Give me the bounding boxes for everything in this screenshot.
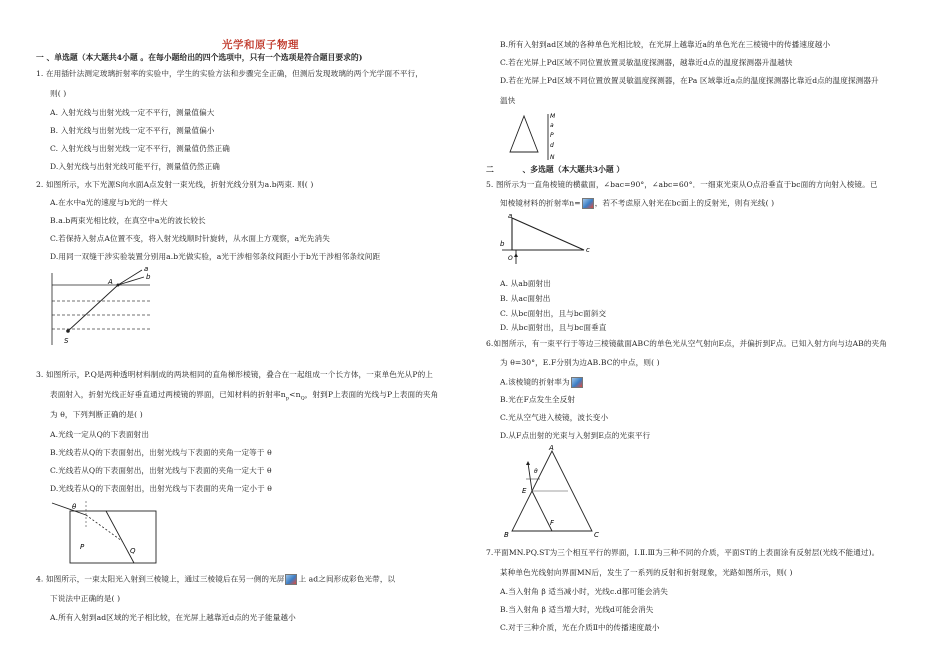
q4-stem-line1-a: 4. 如图所示，一束太阳光入射到三棱镜上，通过三棱镜后在另一侧的光屏 xyxy=(36,574,285,584)
q3-stem-line2 xyxy=(50,390,438,404)
label-a: a xyxy=(550,122,554,129)
q5-option-c: C. 从bc面射出，且与bc面斜交 xyxy=(500,309,607,318)
q3-stem-line3: 为 θ，下列判断正确的是( ) xyxy=(50,410,143,419)
q4-option-a: A.所有入射到ad区域的光子相比较，在光屏上越靠近d点的光子能量越小 xyxy=(50,613,296,622)
q3-stem-line2-a: 表面射入，折射光线正好垂直通过两棱镜的界面，已知材料的折射率n xyxy=(50,390,286,399)
q6-stem-line2: 为 θ=30°，E.F分别为边AB.BC的中点，则( ) xyxy=(500,358,660,367)
ray-b xyxy=(118,277,144,285)
label-a: a xyxy=(144,265,149,273)
q3-sub-p: p xyxy=(285,395,290,402)
section-1-label: 、单选题（本大题共4小题 。在每小题给出的四个选项中，只有一个选项是符合题目要求的) xyxy=(46,53,363,62)
q4-figure xyxy=(502,110,572,162)
q3-sub-q: Q xyxy=(300,395,305,402)
q5-option-b: B. 从ac面射出 xyxy=(500,294,551,303)
q3-stem-line2-e: ，射到P上表面的光线与P上表面的夹角 xyxy=(304,390,439,399)
image-icon xyxy=(582,198,594,209)
point-a xyxy=(117,284,120,287)
q5-stem-line2 xyxy=(500,198,774,209)
q4-option-d-line1: D.若在光屏上Pd区域不同位置放置灵敏温度探测器，在Pa 区域靠近a点的温度探测器比靠近d点的温度探测器升 xyxy=(500,76,879,85)
refracted-ray xyxy=(86,515,122,541)
q4-option-d-line2: 温快 xyxy=(500,96,516,105)
label-a: a xyxy=(508,212,513,220)
refracted-ray xyxy=(532,491,552,531)
q7-stem-line1: 7.平面MN.PQ.ST为三个相互平行的界面，Ⅰ.Ⅱ.Ⅲ为三种不同的介质，平面ST的上表面涂有反射层(光线不能通过)。 xyxy=(486,548,880,557)
q5-stem-line1: 5. 图所示为一直角棱镜的横截面，∠bac=90°，∠abc=60°．一细束光束从O点沿垂直于bc面的方向射入棱镜。已 xyxy=(486,180,878,189)
section-2-number: 二 xyxy=(486,165,494,174)
q6-option-a xyxy=(500,377,584,388)
label-N: N xyxy=(550,154,555,161)
incident-ray xyxy=(52,503,86,515)
label-theta: θ xyxy=(72,503,77,511)
label-O: O xyxy=(508,255,513,262)
section-1-number: 一 xyxy=(36,53,44,62)
q3-option-a: A.光线一定从Q的下表面射出 xyxy=(50,430,150,439)
q2-option-b: B.a.b两束光相比较，在真空中a光的波长较长 xyxy=(50,216,206,225)
arrow xyxy=(514,253,518,257)
image-icon xyxy=(571,377,583,388)
prism-interface xyxy=(106,511,134,563)
incident-ray xyxy=(528,463,532,491)
label-b: b xyxy=(146,273,151,281)
label-M: M xyxy=(550,113,556,120)
q5-stem-line2-b: ，若不考虑原入射光在bc面上的反射光，则有光线( ) xyxy=(594,198,775,208)
prism xyxy=(510,116,538,152)
section-2-label: 、多选题（本大题共3小题 ） xyxy=(522,165,625,174)
q3-figure xyxy=(50,497,160,567)
label-d: d xyxy=(550,142,554,149)
section-1-heading xyxy=(36,52,362,63)
label-A: A xyxy=(108,278,113,286)
q6-option-a-text: A.该棱镜的折射率为 xyxy=(500,377,570,387)
label-C: C xyxy=(594,531,599,539)
label-theta: θ xyxy=(534,468,538,475)
q1-option-a: A. 入射光线与出射光线一定不平行，测量值偏大 xyxy=(50,108,215,117)
q2-stem: 2. 如图所示，水下光源S向水面A点发射一束光线，折射光线分别为a.b两束. 则( ) xyxy=(36,180,314,189)
q6-option-d: D.从F点出射的光束与入射到E点的光束平行 xyxy=(500,431,651,440)
q2-figure xyxy=(50,263,160,348)
label-P: P xyxy=(550,132,554,139)
label-S: S xyxy=(64,337,69,345)
q6-option-c: C.光从空气进入棱镜，波长变小 xyxy=(500,413,609,422)
incident-ray xyxy=(68,285,118,331)
q6-stem-line1: 6.如图所示，有一束平行于等边三棱镜截面ABC的单色光从空气射向E点，并偏折到F点。已知入射方向与边AB的夹角 xyxy=(486,339,887,348)
arrow xyxy=(526,461,530,465)
q7-option-a: A.当入射角 β 适当减小时，光线c.d都可能会消失 xyxy=(500,587,668,596)
q2-option-d: D.用同一双缝干涉实验装置分别用a.b光做实验，a光干涉相邻条纹间距小于b光干涉相邻条纹间距 xyxy=(50,252,381,261)
label-F: F xyxy=(550,519,555,527)
q4-option-b: B.所有入射到ad区域的各种单色光相比较，在光屏上越靠近a的单色光在三棱镜中的传播速度越小 xyxy=(500,40,831,49)
q3-stem-line2-c: <n xyxy=(289,390,301,399)
label-c: c xyxy=(586,246,590,254)
label-E: E xyxy=(522,487,527,495)
prism-box xyxy=(70,511,156,563)
q4-stem-line2: 下说法中正确的是( ) xyxy=(50,594,121,603)
image-icon xyxy=(285,574,297,585)
q1-stem-line2: 则( ) xyxy=(50,89,67,98)
q6-option-b: B.光在F点发生全反射 xyxy=(500,395,576,404)
q2-option-c: C.若保持入射点A位置不变，将入射光线顺时针旋转，从水面上方观察，a光先消失 xyxy=(50,234,330,243)
q5-option-a: A. 从ab面射出 xyxy=(500,279,551,288)
q4-stem-line1-b: 上 ad之间形成彩色光带，以 xyxy=(298,574,396,584)
label-A: A xyxy=(549,444,554,452)
label-B: B xyxy=(504,531,509,539)
label-P: P xyxy=(80,543,85,551)
right-prism xyxy=(512,218,584,250)
q5-option-d: D. 从bc面射出，且与bc面垂直 xyxy=(500,323,607,332)
q4-option-c: C.若在光屏上Pd区域不同位置放置灵敏温度探测器，越靠近d点的温度探测器升温越快 xyxy=(500,58,793,67)
section-2-heading xyxy=(486,164,624,175)
right-column xyxy=(480,0,950,672)
q5-stem-line2-a: 知棱镜材料的折射率n= xyxy=(500,198,581,208)
light-source-s xyxy=(66,329,70,333)
q1-option-b: B. 入射光线与出射光线一定不平行，测量值偏小 xyxy=(50,126,215,135)
q3-option-b: B.光线若从Q的下表面射出，出射光线与下表面的夹角一定等于 θ xyxy=(50,448,272,457)
q1-stem-line1: 1. 在用插针法测定玻璃折射率的实验中，学生的实验方法和步骤完全正确，但测后发现玻璃的两个光学面不平行， xyxy=(36,69,423,78)
label-Q: Q xyxy=(130,547,136,555)
q7-option-b: B.当入射角 β 适当增大时，光线d可能会消失 xyxy=(500,605,654,614)
q3-stem-line1: 3. 如图所示，P.Q是两种透明材料制成的两块相同的直角梯形棱镜，叠合在一起组成一个长方体，一束单色光从P的上 xyxy=(36,370,433,379)
label-b: b xyxy=(500,240,505,248)
q4-stem-line1 xyxy=(36,574,395,585)
q1-option-c: C. 入射光线与出射光线一定不平行，测量值仍然正确 xyxy=(50,144,230,153)
q7-option-c: C.对于三种介质，光在介质Ⅱ中的传播速度最小 xyxy=(500,623,660,632)
q2-option-a: A.在水中a光的速度与b光的一样大 xyxy=(50,198,168,207)
q1-option-d: D.入射光线与出射光线可能平行，测量值仍然正确 xyxy=(50,162,220,171)
ray-a xyxy=(118,270,142,285)
q6-figure xyxy=(504,443,610,539)
q7-stem-line2: 某种单色光线射向界面MN后，发生了一系列的反射和折射现象，光路如图所示，则( ) xyxy=(500,568,793,577)
page-title: 光学和原子物理 xyxy=(222,39,299,51)
q3-option-d: D.光线若从Q的下表面射出，出射光线与下表面的夹角一定小于 θ xyxy=(50,484,272,493)
q3-option-c: C.光线若从Q的下表面射出，出射光线与下表面的夹角一定大于 θ xyxy=(50,466,272,475)
q5-figure xyxy=(498,210,598,266)
